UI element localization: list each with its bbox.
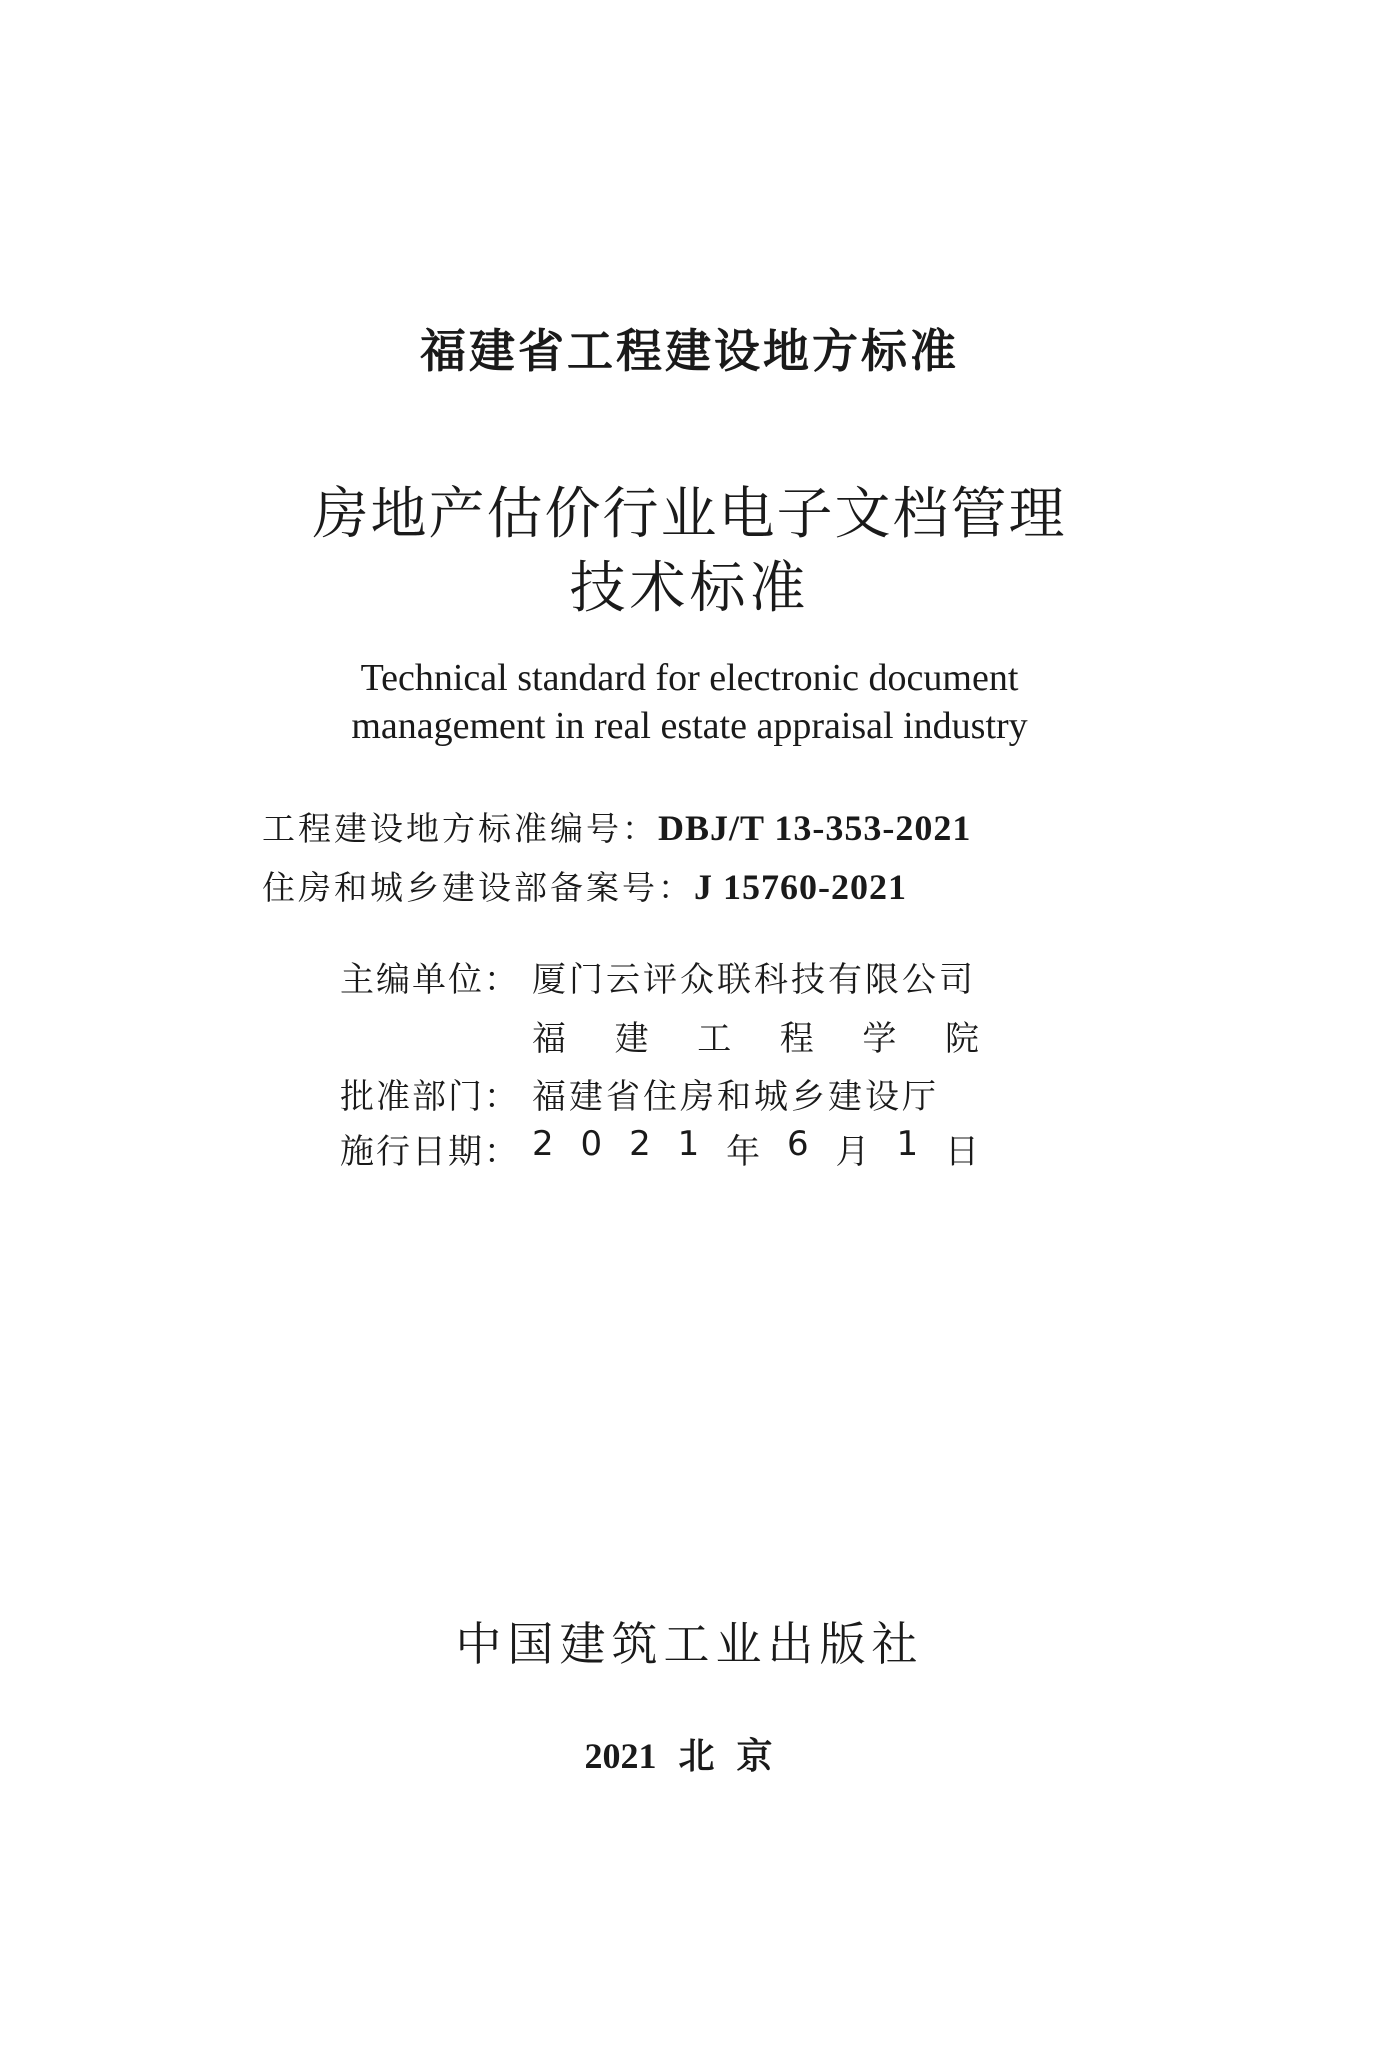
- date-char: 6: [787, 1124, 812, 1164]
- standard-number-row: [262, 803, 971, 850]
- date-char: 1: [677, 1124, 703, 1164]
- standard-number-value: DBJ/T 13-353-2021: [658, 808, 972, 848]
- record-number-row: [262, 862, 907, 909]
- date-char: 2: [532, 1124, 557, 1164]
- date-char: 日: [944, 1132, 982, 1172]
- series-title: 福建省工程建设地方标准: [420, 324, 959, 378]
- publisher-name: 中国建筑工业出版社: [455, 1617, 924, 1671]
- effective-date-value: [532, 1124, 982, 1173]
- publication-year: 2021: [584, 1736, 657, 1776]
- english-title-line-1: Technical standard for electronic document: [360, 657, 1019, 699]
- date-char: 2: [629, 1124, 654, 1164]
- date-char: 1: [896, 1124, 922, 1164]
- record-number-value: J 15760-2021: [694, 867, 907, 907]
- publication-line: [0, 1728, 1379, 1779]
- chief-editor-label: 主编单位：: [340, 960, 520, 1000]
- approval-department-value: 福建省住房和城乡建设厅: [532, 1077, 939, 1117]
- editor-secondary-char: 建: [614, 1019, 652, 1059]
- effective-date-label: 施行日期：: [340, 1132, 520, 1172]
- record-number-label: 住房和城乡建设部备案号：: [262, 868, 694, 907]
- chief-editor-primary: 厦门云评众联科技有限公司: [532, 960, 976, 1000]
- date-char: 年: [726, 1132, 764, 1172]
- editor-secondary-char: 院: [944, 1019, 982, 1059]
- date-char: 月: [835, 1132, 873, 1172]
- editor-secondary-char: 福: [532, 1019, 569, 1059]
- editor-secondary-char: 学: [862, 1019, 900, 1059]
- english-title-line-2: management in real estate appraisal industry: [351, 705, 1028, 747]
- chief-editor-secondary: [532, 1011, 982, 1060]
- publication-city: 北京: [678, 1736, 795, 1777]
- editor-secondary-char: 程: [779, 1019, 817, 1059]
- approval-department-label: 批准部门：: [340, 1077, 520, 1117]
- main-title-line-2: 技术标准: [569, 556, 810, 621]
- date-char: 0: [580, 1124, 606, 1164]
- editor-secondary-char: 工: [697, 1019, 735, 1059]
- standard-number-label: 工程建设地方标准编号：: [262, 809, 658, 848]
- main-title-line-1: 房地产估价行业电子文档管理: [312, 482, 1067, 547]
